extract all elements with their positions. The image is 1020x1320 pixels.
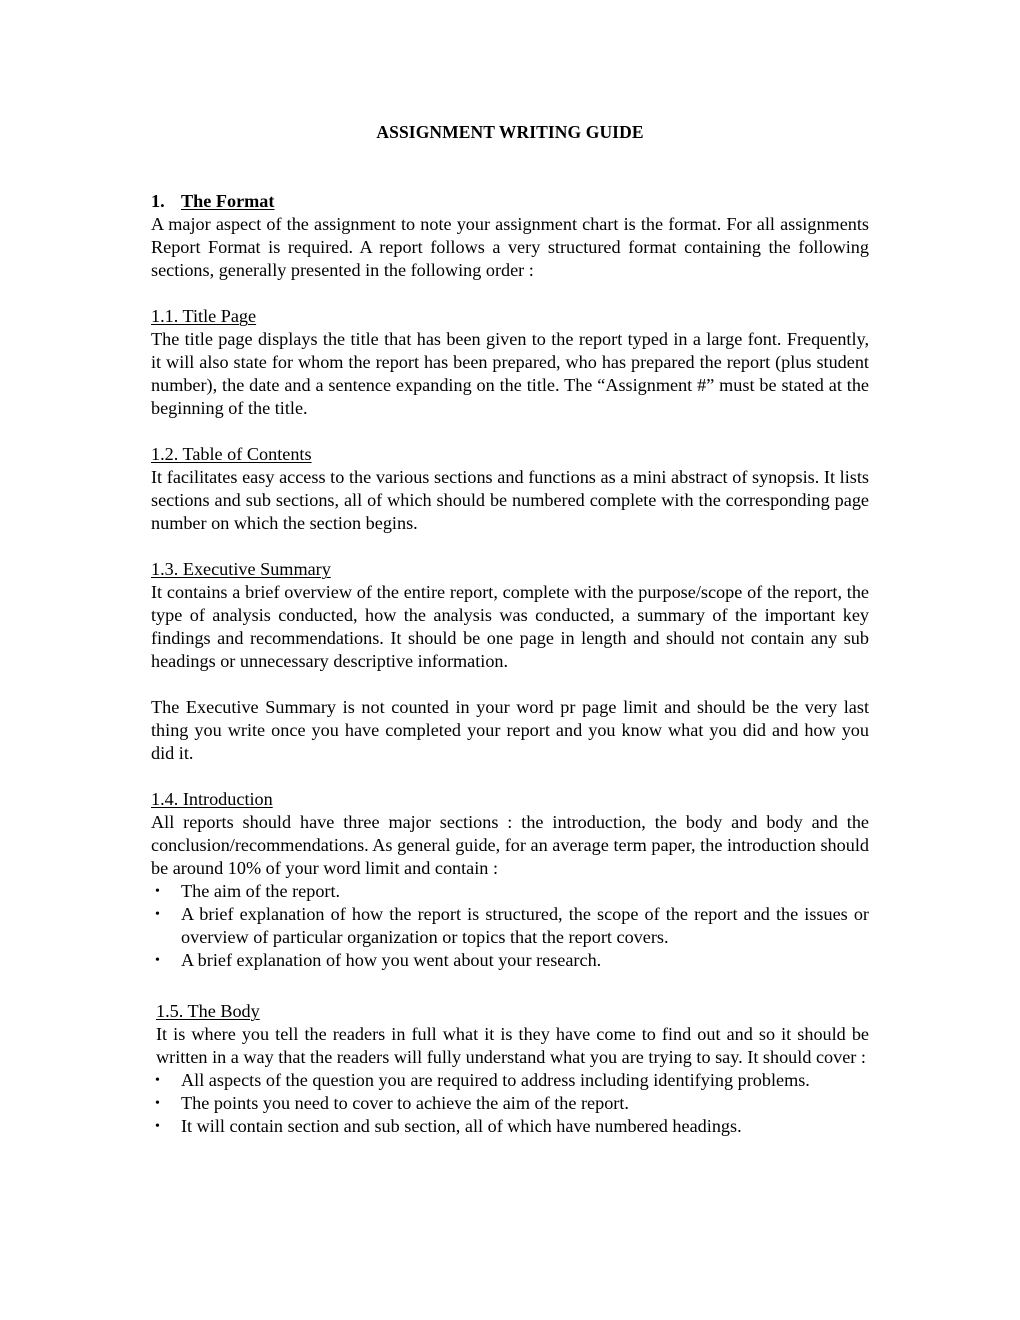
section-executive-summary-note xyxy=(151,696,869,765)
subsection-heading-table-of-contents: 1.2. Table of Contents xyxy=(151,444,312,464)
list-item: • It will contain section and sub section, all of which have numbered headings. xyxy=(155,1116,742,1136)
introduction-bullet-list xyxy=(151,880,869,972)
section-executive-summary xyxy=(151,558,869,673)
section-heading-format xyxy=(151,190,869,213)
document-title: ASSIGNMENT WRITING GUIDE xyxy=(376,122,644,142)
body-bullet-list xyxy=(151,1069,869,1138)
subsection-heading-body: 1.5. The Body xyxy=(156,1001,260,1021)
subsection-heading-executive-summary: 1.3. Executive Summary xyxy=(151,559,331,579)
section-format xyxy=(151,190,869,282)
subsection-heading-title-page: 1.1. Title Page xyxy=(151,306,257,326)
section-table-of-contents xyxy=(151,443,869,535)
subsection-paragraph: All reports should have three major sections : the introduction, the body and body and the conclusion/recommendations. As general guide, for an average term paper, the introduction should be around 10% of your word limit and contain : xyxy=(151,812,869,878)
bullet-icon: • xyxy=(155,907,160,922)
section-number: 1. xyxy=(151,191,165,211)
section-heading-text: The Format xyxy=(181,191,275,211)
section-paragraph: A major aspect of the assignment to note your assignment chart is the format. For all assignments Report Format is required. A report follows a very structured format containing the following sections, generally presented in the following order : xyxy=(151,214,869,280)
subsection-paragraph: It facilitates easy access to the various sections and functions as a mini abstract of synopsis. It lists sections and sub sections, all of which should be numbered complete with the corresponding page number on which the section begins. xyxy=(151,467,869,533)
list-item: • All aspects of the question you are required to address including identifying problems. xyxy=(155,1070,810,1090)
bullet-icon: • xyxy=(155,1073,160,1088)
bullet-icon: • xyxy=(155,953,160,968)
section-body xyxy=(151,1000,869,1138)
subsection-paragraph: The title page displays the title that has been given to the report typed in a large font. Frequently, it will also state for whom the report has been prepared, who has prepared the report (plus student number), the date and a sentence expanding on the title. The “Assignment #” must be stated at the beginning of the title. xyxy=(151,329,869,418)
list-item: • The aim of the report. xyxy=(155,881,341,901)
list-item: • The points you need to cover to achieve the aim of the report. xyxy=(155,1093,629,1113)
list-item: • A brief explanation of how the report is structured, the scope of the report and the issues or overview of particular organization or topics that the report covers. xyxy=(155,904,869,947)
bullet-icon: • xyxy=(155,884,160,899)
section-introduction xyxy=(151,788,869,972)
subsection-paragraph: It is where you tell the readers in full what it is they have come to find out and so it should be written in a way that the readers will fully understand what you are trying to say. It should cover : xyxy=(156,1024,869,1067)
subsection-paragraph-2: The Executive Summary is not counted in your word pr page limit and should be the very last thing you write once you have completed your report and you know what you did and how you did it. xyxy=(151,697,869,763)
bullet-icon: • xyxy=(155,1096,160,1111)
section-title-page xyxy=(151,305,869,420)
subsection-heading-introduction: 1.4. Introduction xyxy=(151,789,273,809)
subsection-paragraph: It contains a brief overview of the entire report, complete with the purpose/scope of the report, the type of analysis conducted, how the analysis was conducted, a summary of the important key findings and recommendations. It should be one page in length and should not contain any sub headings or unnecessary descriptive information. xyxy=(151,582,869,671)
list-item: • A brief explanation of how you went about your research. xyxy=(155,950,602,970)
bullet-icon: • xyxy=(155,1119,160,1134)
